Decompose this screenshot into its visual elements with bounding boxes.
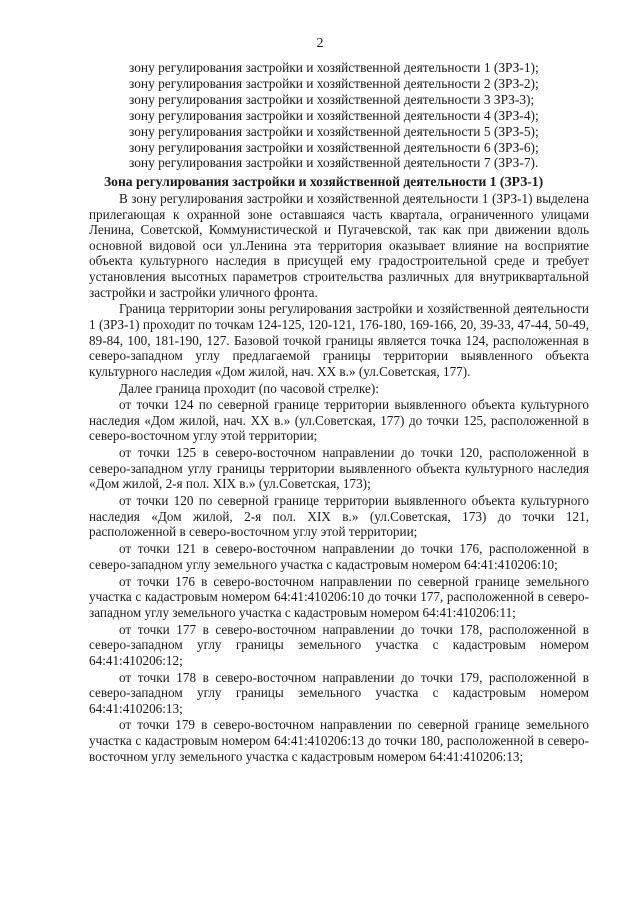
zone-list-item: зону регулирования застройки и хозяйственной деятельности 4 (ЗРЗ-4);: [129, 107, 539, 123]
paragraph: от точки 179 в северо-восточном направлении по северной границе земельного участка с кадастровым номером 64:41:410206:13 до точки 180, расположенной в северо-восточном углу земельного участка с кадастровым номером 64:41:410206:13;: [89, 717, 589, 764]
zone-list: [129, 60, 599, 171]
zone-list-item: зону регулирования застройки и хозяйственной деятельности 1 (ЗРЗ-1);: [129, 60, 539, 75]
section-heading: Зона регулирования застройки и хозяйственной деятельности 1 (ЗРЗ-1): [104, 174, 544, 189]
page-number: 2: [316, 36, 324, 51]
zone-list-item: зону регулирования застройки и хозяйственной деятельности 5 (ЗРЗ-5);: [129, 123, 539, 139]
paragraph: от точки 125 в северо-восточном направлении до точки 120, расположенной в северо-западном углу границы территории выявленного объекта культурного наследия «Дом жилой, 2-я пол. XIX в.» (ул.Советская, 173);: [89, 445, 589, 492]
zone-list-item: зону регулирования застройки и хозяйственной деятельности 3 ЗРЗ-3);: [129, 91, 535, 107]
paragraph: В зону регулирования застройки и хозяйственной деятельности 1 (ЗРЗ-1) выделена прилегающая к охранной зоне оставшаяся часть квартала, ограниченного улицами Ленина, Советской, Коммунистической и Пугачевской, так как при движении вдоль основной видовой оси ул.Ленина эта территория оказывает влияние на восприятие объекта культурного наследия в присущей ему градостроительной среде и требует установления высотных параметров строительства различных для внутриквартальной застройки и застройки уличного фронта.: [89, 191, 589, 300]
paragraph: от точки 121 в северо-восточном направлении до точки 176, расположенной в северо-западном углу земельного участка с кадастровым номером 64:41:410206:10;: [89, 541, 589, 572]
paragraph: от точки 178 в северо-восточном направлении до точки 179, расположенной в северо-западном углу границы земельного участка с кадастровым номером 64:41:410206:13;: [89, 669, 589, 716]
paragraph: от точки 176 в северо-восточном направлении по северной границе земельного участка с кадастровым номером 64:41:410206:10 до точки 177, расположенной в северо-западном углу земельного участка с кадастровым номером 64:41:410206:11;: [89, 573, 589, 620]
paragraph: Далее граница проходит (по часовой стрелке):: [119, 380, 379, 396]
paragraph: от точки 124 по северной границе территории выявленного объекта культурного наследия «Дом жилой, нач. XX в.» (ул.Советская, 177) до точки 125, расположенной в северо-восточном углу этой территории;: [89, 397, 589, 444]
zone-list-item: зону регулирования застройки и хозяйственной деятельности 2 (ЗРЗ-2);: [129, 75, 539, 91]
zone-list-item: зону регулирования застройки и хозяйственной деятельности 6 (ЗРЗ-6);: [129, 139, 539, 155]
zone-list-item: зону регулирования застройки и хозяйственной деятельности 7 (ЗРЗ-7).: [129, 155, 539, 171]
body-text: [89, 191, 589, 765]
paragraph: Граница территории зоны регулирования застройки и хозяйственной деятельности 1 (ЗРЗ-1) проходит по точкам 124-125, 120-121, 176-180, 169-166, 20, 39-33, 47-44, 50-49, 89-84, 100, 181-190, 127. Базовой точкой границы является точка 124, расположенная в северо-западном углу предлагаемой границы территории выявленного объекта культурного наследия «Дом жилой, нач. XX в.» (ул.Советская, 177).: [89, 301, 589, 379]
paragraph: от точки 177 в северо-восточном направлении до точки 178, расположенной в северо-западном углу границы земельного участка с кадастровым номером 64:41:410206:12;: [89, 621, 589, 668]
paragraph: от точки 120 по северной границе территории выявленного объекта культурного наследия «Дом жилой, 2-я пол. XIX в.» (ул.Советская, 173) до точки 121, расположенной в северо-восточном углу этой территории;: [89, 493, 589, 540]
